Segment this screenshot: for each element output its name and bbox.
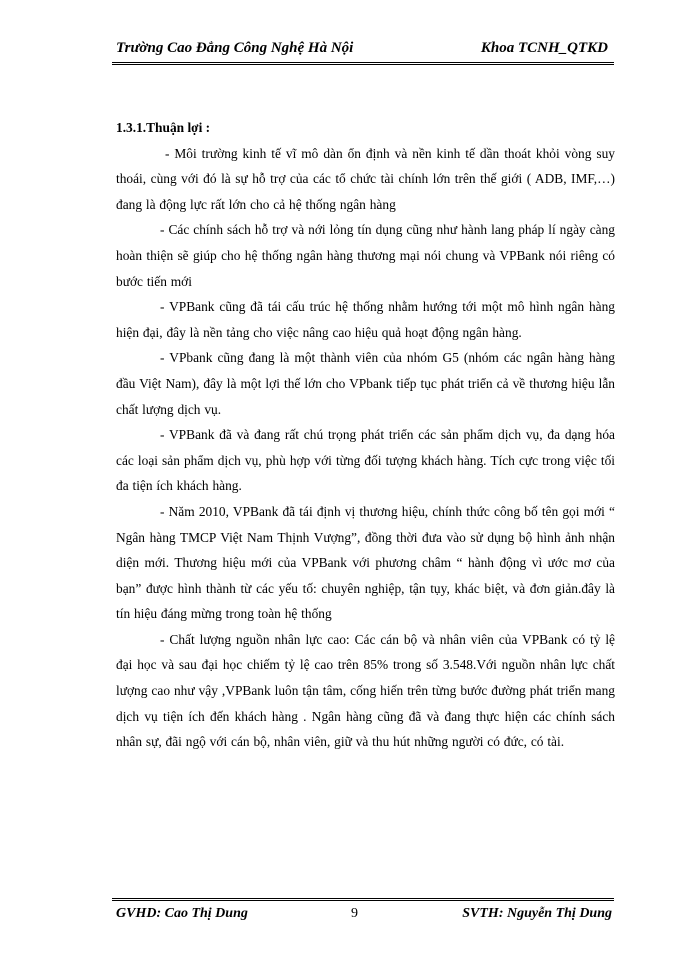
page-number: 9 xyxy=(351,906,358,921)
paragraph: - Năm 2010, VPBank đã tái định vị thương hiệu, chính thức công bố tên gọi mới “ Ngân hàng TMCP Việt Nam Thịnh Vượng”, đồng thời đưa vào sử dụng bộ hình ảnh nhận diện mới. Thương hiệu mới của VPBank với phương châm “ hành động vì ước mơ của bạn” được hình thành từ các yếu tố: chuyên nghiệp, tận tụy, khác biệt, và đơn giản.đây là tín hiệu đáng mừng trong toàn hệ thống xyxy=(116,503,615,622)
paragraph: - VPBank đã và đang rất chú trọng phát triển các sản phẩm dịch vụ, đa dạng hóa các loại sản phẩm dịch vụ, phù hợp với từng đối tượng khách hàng. Tích cực trong việc tối đa tiện ích khách hàng. xyxy=(116,427,615,494)
header-school-name: Trường Cao Đẳng Công Nghệ Hà Nội xyxy=(116,40,354,56)
paragraph: - Môi trường kinh tế vĩ mô dàn ổn định và nền kinh tế dần thoát khỏi vòng suy thoái, cùng với đó là sự hỗ trợ của các tổ chức tài chính lớn trên thế giới ( ADB, IMF,…) đang là động lực rất lớn cho cả hệ thống ngân hàng xyxy=(116,145,615,212)
footer-student: SVTH: Nguyễn Thị Dung xyxy=(462,906,612,921)
paragraph: - Chất lượng nguồn nhân lực cao: Các cán bộ và nhân viên của VPBank có tỷ lệ đại học và sau đại học chiếm tỷ lệ cao trên 85% trong số 3.548.Với nguồn nhân lực chất lượng cao như vậy ,VPBank luôn tận tâm, cống hiến trên từng bước đường phát triển mang dịch vụ tiện ích đến khách hàng . Ngân hàng cũng đã và đang thực hiện các chính sách nhân sự, đãi ngộ với cán bộ, nhân viên, giữ và thu hút những người có đức, có tài. xyxy=(116,631,615,750)
paragraph: - VPBank cũng đã tái cấu trúc hệ thống nhằm hướng tới một mô hình ngân hàng hiện đại, đây là nền tảng cho việc nâng cao hiệu quả hoạt động ngân hàng. xyxy=(116,299,615,340)
document-body xyxy=(116,115,615,755)
footer-supervisor: GVHD: Cao Thị Dung xyxy=(116,906,248,921)
page-header xyxy=(112,40,614,65)
paragraph: - VPbank cũng đang là một thành viên của nhóm G5 (nhóm các ngân hàng hàng đầu Việt Nam), đây là một lợi thế lớn cho VPbank tiếp tục phát triển cả về thương hiệu lẫn chất lượng dịch vụ. xyxy=(116,350,615,417)
paragraph: - Các chính sách hỗ trợ và nới lỏng tín dụng cũng như hành lang pháp lí ngày càng hoàn thiện sẽ giúp cho hệ thống ngân hàng thương mại nói chung và VPBank nói riêng có bước tiến mới xyxy=(116,222,615,289)
header-faculty-name: Khoa TCNH_QTKD xyxy=(480,40,608,56)
page-footer xyxy=(112,898,614,923)
section-title: 1.3.1.Thuận lợi : xyxy=(116,120,211,135)
